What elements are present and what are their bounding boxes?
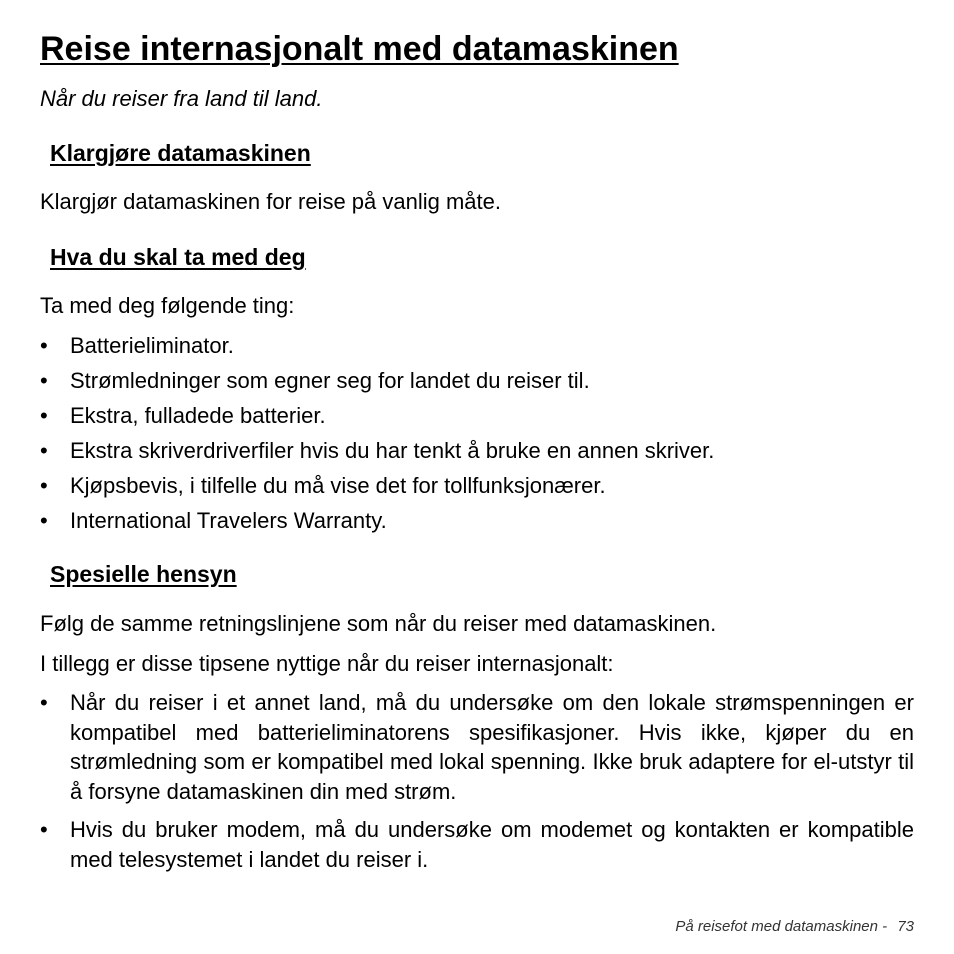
list-item-text: Kjøpsbevis, i tilfelle du må vise det for tollfunksjonærer. [70,473,606,498]
heading-spesielle-hensyn: Spesielle hensyn [50,561,237,587]
list-item-text: Hvis du bruker modem, må du undersøke om modemet og kontakten er kompatible med telesystemet i landet du reiser i. [70,817,914,872]
page-subtitle: Når du reiser fra land til land. [40,86,323,111]
bullet: • [40,473,48,498]
paragraph-klargjor: Klargjør datamaskinen for reise på vanlig måte. [40,189,501,214]
bullet: • [40,690,48,715]
list-item [40,436,914,471]
bullet: • [40,438,48,463]
list-item-text: Ekstra skriverdriverfiler hvis du har tenkt å bruke en annen skriver. [70,438,715,463]
list-item [40,506,914,541]
list-item-text: Strømledninger som egner seg for landet du reiser til. [70,368,590,393]
list-item [40,331,914,366]
list-item [40,401,914,436]
list-item [40,471,914,506]
heading-hva-ta-med: Hva du skal ta med deg [50,244,306,270]
list-item-text: Når du reiser i et annet land, må du undersøke om den lokale strømspenningen er kompatibel med batterieliminatorens spesifikasjoner. Hvis ikke, kjøper du en strømledning som er kompatibel med lokal spenning. Ikke bruk adaptere for el-utstyr til å forsyne datamaskinen din med strøm. [70,690,914,804]
heading-klargjore: Klargjøre datamaskinen [50,140,311,166]
bring-list [40,331,914,541]
bullet: • [40,508,48,533]
bullet: • [40,368,48,393]
page-footer [675,918,914,935]
list-item-text: Ekstra, fulladede batterier. [70,403,326,428]
tips-list [40,688,914,883]
footer-text: På reisefot med datamaskinen - [675,918,888,935]
paragraph-retningslinjer: Følg de samme retningslinjene som når du reiser med datamaskinen. [40,611,717,636]
list-item-text: Batterieliminator. [70,333,234,358]
bullet: • [40,817,48,842]
bullet: • [40,333,48,358]
page-number: 73 [897,918,914,935]
paragraph-tips: I tillegg er disse tipsene nyttige når du reiser internasjonalt: [40,651,614,676]
list-item [40,688,914,806]
list-item [40,815,914,874]
page-title: Reise internasjonalt med datamaskinen [40,30,679,68]
list-item-text: International Travelers Warranty. [70,508,387,533]
list-item [40,366,914,401]
paragraph-ta-med: Ta med deg følgende ting: [40,293,295,318]
bullet: • [40,403,48,428]
